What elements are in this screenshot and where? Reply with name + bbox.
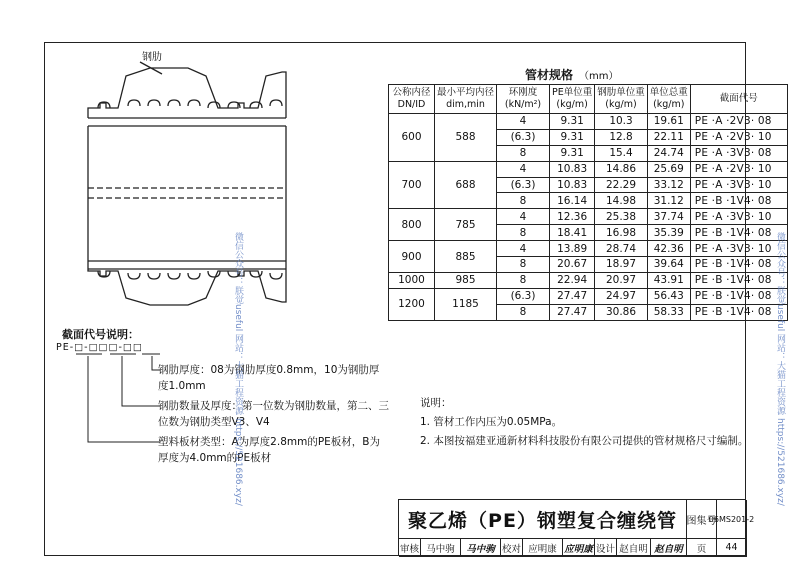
cell-steel-weight: 22.29 xyxy=(595,177,648,193)
legend-item-plate-type: 塑料板材类型：A为厚度2.8mm的PE板材，B为 厚度为4.0mm的PE板材 xyxy=(158,436,381,464)
cell-stiffness: 8 xyxy=(497,304,550,320)
spec-table-header xyxy=(389,85,788,114)
cell-pe-weight: 10.83 xyxy=(550,161,595,177)
cell-pe-weight: 10.83 xyxy=(550,177,595,193)
legend-leaders xyxy=(72,352,162,452)
table-row xyxy=(389,114,788,130)
cell-total-weight: 25.69 xyxy=(647,161,690,177)
legend-item-rib-thickness: 钢肋厚度：08为钢肋厚度0.8mm，10为钢肋厚 度1.0mm xyxy=(158,364,380,392)
cell-code: PE ·A ·2V3· 10 xyxy=(690,161,787,177)
cell-code: PE ·A ·3V3· 10 xyxy=(690,241,787,257)
cell-stiffness: 4 xyxy=(497,209,550,225)
cell-pe-weight: 27.47 xyxy=(550,304,595,320)
cell-stiffness: 4 xyxy=(497,241,550,257)
cell-stiffness: 4 xyxy=(497,114,550,130)
cell-pe-weight: 9.31 xyxy=(550,145,595,161)
cell-total-weight: 39.64 xyxy=(647,257,690,273)
designer-name: 赵自明 xyxy=(617,539,651,557)
cell-pe-weight: 22.94 xyxy=(550,272,595,288)
cell-total-weight: 31.12 xyxy=(647,193,690,209)
cell-steel-weight: 14.98 xyxy=(595,193,648,209)
cell-stiffness: (6.3) xyxy=(497,177,550,193)
cell-stiffness: 8 xyxy=(497,145,550,161)
cell-dmin: 985 xyxy=(435,272,497,288)
review-label: 审核 xyxy=(399,539,421,557)
cell-dmin: 1185 xyxy=(435,288,497,320)
cell-dn: 700 xyxy=(389,161,435,209)
cell-code: PE ·A ·2V3· 08 xyxy=(690,114,787,130)
legend-title: 截面代号说明： xyxy=(62,328,139,341)
atlas-number: 06MS201-2 xyxy=(717,500,747,539)
cell-pe-weight: 13.89 xyxy=(550,241,595,257)
cell-steel-weight: 30.86 xyxy=(595,304,648,320)
designer-signature: 赵自明 xyxy=(651,539,687,557)
cell-total-weight: 19.61 xyxy=(647,114,690,130)
page-number: 44 xyxy=(717,539,747,557)
cell-pe-weight: 18.41 xyxy=(550,225,595,241)
cell-stiffness: 8 xyxy=(497,272,550,288)
cell-steel-weight: 10.3 xyxy=(595,114,648,130)
cell-pe-weight: 27.47 xyxy=(550,288,595,304)
cell-steel-weight: 12.8 xyxy=(595,129,648,145)
cell-stiffness: 8 xyxy=(497,193,550,209)
checker-name: 应明康 xyxy=(523,539,563,557)
reviewer-name: 马中驹 xyxy=(421,539,461,557)
cell-stiffness: (6.3) xyxy=(497,129,550,145)
table-unit: （mm） xyxy=(579,71,619,82)
page-label: 页 xyxy=(687,539,717,557)
cell-pe-weight: 9.31 xyxy=(550,129,595,145)
cell-steel-weight: 24.97 xyxy=(595,288,648,304)
cell-steel-weight: 20.97 xyxy=(595,272,648,288)
cell-total-weight: 43.91 xyxy=(647,272,690,288)
rib-label: 钢肋 xyxy=(142,52,162,63)
cell-code: PE ·B ·1V4· 08 xyxy=(690,193,787,209)
cell-code: PE ·B ·1V4· 08 xyxy=(690,257,787,273)
cell-dn: 1200 xyxy=(389,288,435,320)
watermark-left: 微信公众号：朕觉useful 网站：大猫工程资源 https://521686.xyz/ xyxy=(233,232,243,506)
cell-steel-weight: 25.38 xyxy=(595,209,648,225)
title-block xyxy=(398,499,755,556)
cell-pe-weight: 20.67 xyxy=(550,257,595,273)
design-label: 设计 xyxy=(595,539,617,557)
cell-dn: 900 xyxy=(389,241,435,273)
table-row xyxy=(389,272,788,288)
cell-stiffness: (6.3) xyxy=(497,288,550,304)
cell-dmin: 885 xyxy=(435,241,497,273)
note-1: 1. 管材工作内压为0.05MPa。 xyxy=(420,416,563,428)
notes-title: 说明： xyxy=(420,397,452,409)
cell-dn: 800 xyxy=(389,209,435,241)
cell-stiffness: 4 xyxy=(497,161,550,177)
note-2: 2. 本图按福建亚通新材料科技股份有限公司提供的管材规格尺寸编制。 xyxy=(420,435,749,447)
reviewer-signature: 马中驹 xyxy=(461,539,501,557)
header-pe-weight: PE单位重 (kg/m) xyxy=(550,85,595,114)
cell-pe-weight: 16.14 xyxy=(550,193,595,209)
spec-table-body xyxy=(389,114,788,321)
cell-total-weight: 33.12 xyxy=(647,177,690,193)
cell-code: PE ·B ·1V4· 08 xyxy=(690,304,787,320)
cell-pe-weight: 9.31 xyxy=(550,114,595,130)
cell-total-weight: 35.39 xyxy=(647,225,690,241)
cell-total-weight: 24.74 xyxy=(647,145,690,161)
table-title-text: 管材规格 xyxy=(525,68,574,82)
cell-steel-weight: 18.97 xyxy=(595,257,648,273)
cell-code: PE ·B ·1V4· 08 xyxy=(690,225,787,241)
checker-signature: 应明康 xyxy=(563,539,595,557)
cell-total-weight: 56.43 xyxy=(647,288,690,304)
cell-dmin: 588 xyxy=(435,114,497,162)
cell-code: PE ·B ·1V4· 08 xyxy=(690,272,787,288)
cell-stiffness: 8 xyxy=(497,257,550,273)
check-label: 校对 xyxy=(501,539,523,557)
header-code: 截面代号 xyxy=(690,85,787,114)
header-total-weight: 单位总重 (kg/m) xyxy=(647,85,690,114)
header-steel-weight: 钢肋单位重 (kg/m) xyxy=(595,85,648,114)
table-row xyxy=(389,161,788,177)
header-stiffness: 环刚度 (kN/m²) xyxy=(497,85,550,114)
cell-dmin: 688 xyxy=(435,161,497,209)
cell-steel-weight: 28.74 xyxy=(595,241,648,257)
spec-table xyxy=(388,84,788,321)
cell-steel-weight: 16.98 xyxy=(595,225,648,241)
table-row xyxy=(389,288,788,304)
cell-total-weight: 22.11 xyxy=(647,129,690,145)
legend-pattern: PE-□-□□□-□□ xyxy=(56,342,143,353)
watermark-right: 微信公众号：朕觉useful 网站：大猫工程资源 https://521686.xyz/ xyxy=(775,232,785,506)
cell-total-weight: 58.33 xyxy=(647,304,690,320)
table-row xyxy=(389,241,788,257)
table-title xyxy=(525,66,619,83)
atlas-label: 图集号 xyxy=(687,500,717,539)
cell-steel-weight: 15.4 xyxy=(595,145,648,161)
cell-code: PE ·A ·2V3· 10 xyxy=(690,129,787,145)
cell-dmin: 785 xyxy=(435,209,497,241)
header-dn: 公称内径 DN/ID xyxy=(389,85,435,114)
cell-steel-weight: 14.86 xyxy=(595,161,648,177)
cell-dn: 600 xyxy=(389,114,435,162)
cell-pe-weight: 12.36 xyxy=(550,209,595,225)
cell-code: PE ·A ·3V3· 08 xyxy=(690,145,787,161)
header-dmin: 最小平均内径 dim,min xyxy=(435,85,497,114)
cell-code: PE ·A ·3V3· 10 xyxy=(690,177,787,193)
cell-code: PE ·A ·3V3· 10 xyxy=(690,209,787,225)
cell-dn: 1000 xyxy=(389,272,435,288)
legend-item-rib-count: 钢肋数量及厚度：第一位数为钢肋数量，第二、三 位数为钢肋类型V3、V4 xyxy=(158,400,389,428)
cell-stiffness: 8 xyxy=(497,225,550,241)
cell-total-weight: 42.36 xyxy=(647,241,690,257)
table-row xyxy=(389,209,788,225)
pipe-section-drawing xyxy=(78,48,308,310)
cell-code: PE ·B ·1V4· 08 xyxy=(690,288,787,304)
notes xyxy=(420,394,748,451)
drawing-title: 聚乙烯（PE）钢塑复合缠绕管 xyxy=(399,500,687,539)
cell-total-weight: 37.74 xyxy=(647,209,690,225)
